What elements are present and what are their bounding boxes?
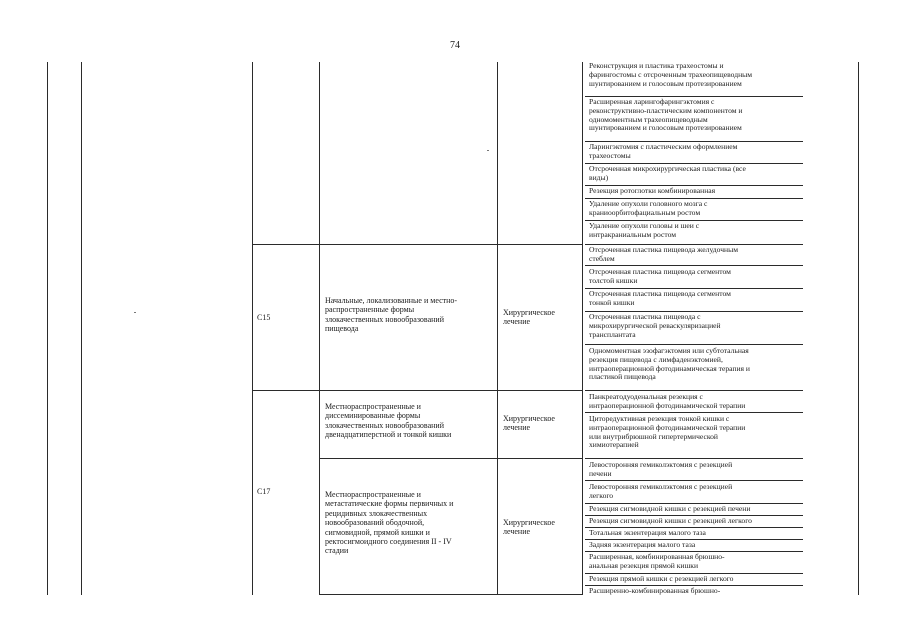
procedure-item: Ларингэктомия с пластическим оформлением трахеостомы (589, 143, 738, 160)
table-border-bottom (319, 594, 582, 595)
procedure-divider (585, 163, 803, 164)
table-border-left (47, 62, 48, 595)
procedure-divider (585, 390, 803, 391)
page-number: 74 (450, 40, 460, 51)
procedure-item: Расширенная ларингофарингэктомия с реконструктивно-пластическим компонентом и одномоментным трахеопищеводным шунтированием и голосовым протезированием (589, 98, 743, 133)
procedure-divider (585, 198, 803, 199)
procedure-item: Отсроченная пластика пищевода сегментом толстой кишки (589, 268, 731, 285)
procedure-item: Одномоментная эзофагэктомия или субтотальная резекция пищевода с лимфаденэктомией, интраоперационной фотодинамическая терапия и пластикой пищевода (589, 347, 750, 382)
procedure-item: Отсроченная микрохирургическая пластика (все виды) (589, 165, 746, 182)
procedure-item: Циторедуктивная резекция тонкой кишки с интраоперационной фотодинамической терапии или внутрибрюшной гипертермической химиотерапией (589, 415, 746, 450)
procedure-divider (585, 96, 803, 97)
column-divider-1 (81, 62, 82, 595)
procedure-item: Отсроченная пластика пищевода сегментом тонкой кишки (589, 290, 731, 307)
procedure-divider (585, 185, 803, 186)
scan-dot (134, 312, 136, 313)
procedure-divider (585, 551, 803, 552)
procedure-divider (585, 288, 803, 289)
treatment-type: Хирургическое лечение (503, 518, 555, 537)
procedure-item: Резекция прямой кишки с резекцией легкого (589, 575, 734, 583)
treatment-type: Хирургическое лечение (503, 414, 555, 433)
procedure-divider (585, 311, 803, 312)
procedure-divider (585, 458, 803, 459)
procedure-item: Реконструкция и пластика трахеостомы и фарингостомы с отсроченным трахеопищеводным шунтированием и голосовым протезированием (589, 62, 753, 88)
procedure-item: Удаление опухоли головного мозга с краниоорбитофациальным ростом (589, 200, 708, 217)
procedure-item: Резекция ротоглотки комбинированная (589, 187, 716, 195)
procedure-divider (585, 344, 803, 345)
column-divider-4 (497, 62, 498, 595)
procedure-item: Расширенно-комбинированная брюшно- (589, 587, 721, 595)
procedure-item: Удаление опухоли головы и шеи с интракраниальным ростом (589, 222, 700, 239)
table-border-right (858, 62, 859, 595)
procedure-divider (585, 412, 803, 413)
procedure-divider (585, 503, 803, 504)
procedure-divider (585, 220, 803, 221)
procedure-divider (585, 480, 803, 481)
column-divider-3 (319, 62, 320, 595)
procedure-item: Левосторонняя гемиколэктомия с резекцией легкого (589, 483, 733, 500)
procedure-item: Резекция сигмовидной кишки с резекцией легкого (589, 517, 752, 525)
treatment-type: Хирургическое лечение (503, 308, 555, 327)
row-divider-c17-sub (319, 458, 582, 459)
column-divider-2 (252, 62, 253, 595)
procedure-item: Панкреатодуоденальная резекция с интраоперационной фотодинамической терапии (589, 393, 746, 410)
procedure-divider (585, 527, 803, 528)
procedure-divider (585, 141, 803, 142)
diagnosis-code: C17 (257, 487, 271, 496)
procedure-divider (585, 244, 803, 245)
procedure-item: Тотальная экзентерация малого таза (589, 529, 706, 537)
procedure-divider (585, 585, 803, 586)
diagnosis-description: Местнораспространенные и метастатические формы первичных и рецидивных злокачественных новообразований ободочной, сигмовидной, прямой кишки и ректосигмоидного соединения II - IV стадии (325, 490, 454, 556)
diagnosis-code: C15 (257, 313, 271, 322)
procedure-item: Отсроченная пластика пищевода с микрохирургической реваскуляризацией трансплантата (589, 313, 721, 339)
procedure-item: Левосторонняя гемиколэктомия с резекцией печени (589, 461, 733, 478)
procedure-item: Задняя экзентерация малого таза (589, 541, 696, 549)
procedure-divider (585, 265, 803, 266)
row-divider-c17 (252, 390, 582, 391)
scan-dot (487, 150, 489, 151)
procedure-item: Отсроченная пластика пищевода желудочным стеблем (589, 246, 739, 263)
procedure-divider (585, 573, 803, 574)
procedure-divider (585, 515, 803, 516)
procedure-item: Расширенная, комбинированная брюшно- анальная резекция прямой кишки (589, 553, 725, 570)
row-divider-c15 (252, 244, 582, 245)
procedure-divider (585, 539, 803, 540)
procedure-item: Резекция сигмовидной кишки с резекцией печени (589, 505, 751, 513)
diagnosis-description: Местнораспространенные и диссеминированные формы злокачественных новообразований двенадцатиперстной и тонкой кишки (325, 402, 452, 440)
column-divider-5 (582, 62, 583, 595)
diagnosis-description: Начальные, локализованные и местно- распространенные формы злокачественных новообразований пищевода (325, 296, 458, 334)
